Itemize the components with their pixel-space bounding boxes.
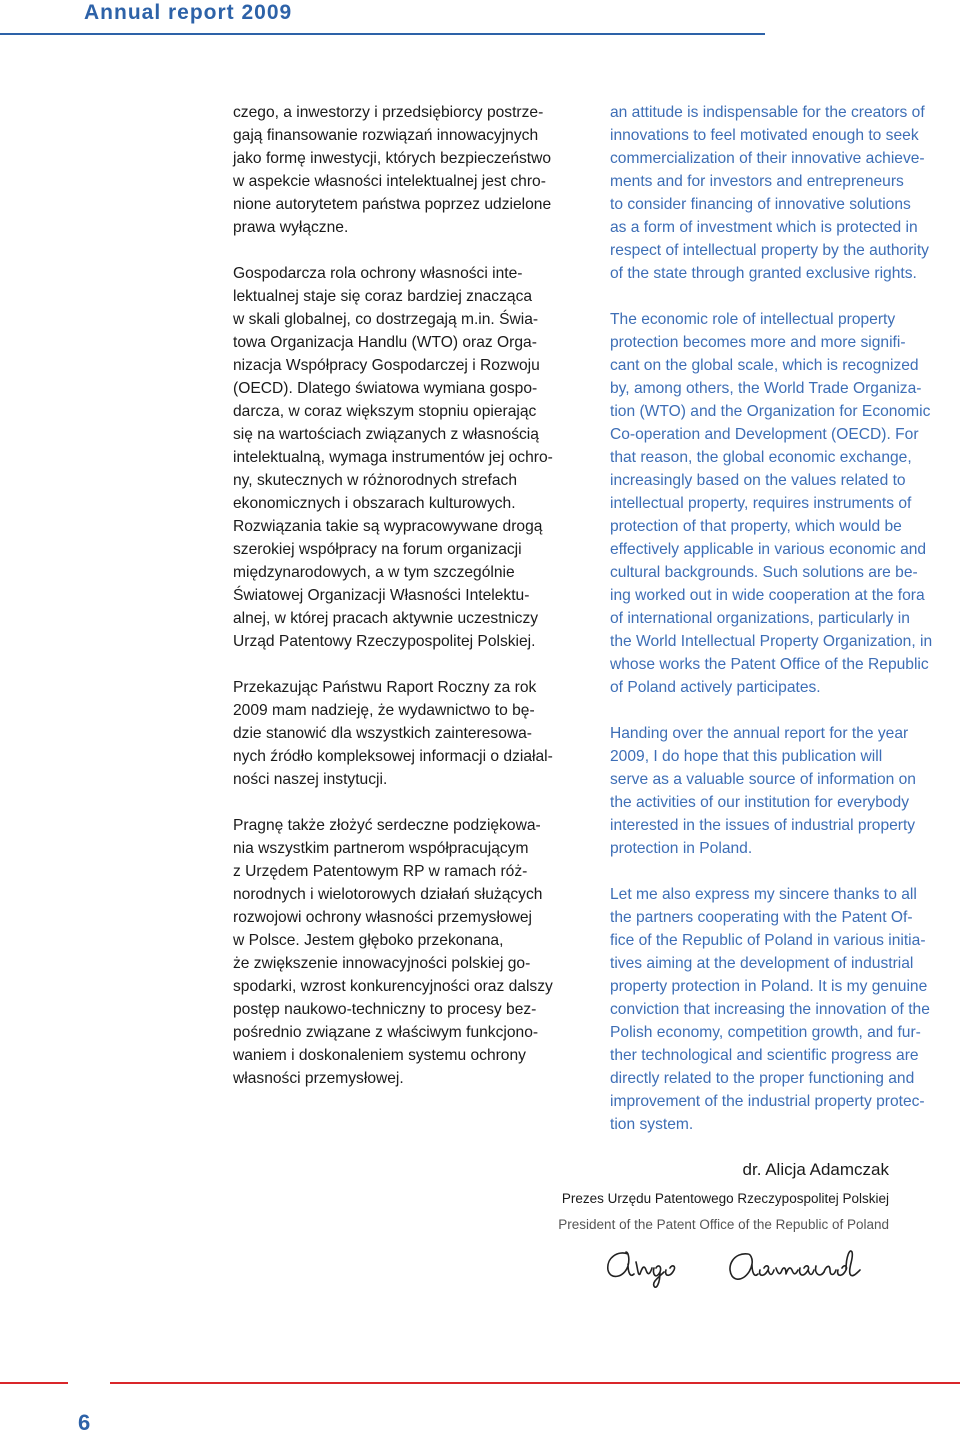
header-rule (0, 33, 765, 35)
english-paragraph-4: Let me also express my sincere thanks to all the partners cooperating with the Patent Of- fice of the Republic of Poland in various initia- tives aiming at the development of industrial property protection in Poland. It is my genuine conviction that increasing the innovation of the Polish economy, competition growth, and fur- ther technological and scientific progress are directly related to the proper functioning and improvement of the industrial property protec- tion system. (610, 886, 930, 1133)
page-number: 6 (78, 1410, 91, 1435)
english-paragraph-3: Handing over the annual report for the year 2009, I do hope that this publication will serve as a valuable source of information on the activities of our institution for everybody interested in the issues of industrial property protection in Poland. (610, 725, 916, 857)
english-paragraph-2: The economic role of intellectual property protection becomes more and more signifi- cant on the global scale, which is recognized by, among others, the World Trade Organiza- tion (WTO) and the Organization for Economic Co-operation and Development (OECD). For that reason, the global economic exchange, increasingly based on the values related to intellectual property, requires instruments of protection of that property, which would be effectively applicable in various economic and cultural backgrounds. Such solutions are be- ing worked out in wide cooperation at the fora of international organizations, particularly in the World Intellectual Property Organization, in whose works the Patent Office of the Republic of Poland actively participates. (610, 311, 933, 696)
english-paragraph-1: an attitude is indispensable for the creators of innovations to feel motivated enough to seek commercialization of their innovative achieve- ments and for investors and entrepreneurs to consider financing of innovative solutions as a form of investment which is protected in respect of intellectual property by the authority of the state through granted exclusive rights. (610, 104, 929, 282)
english-text-column (610, 101, 955, 1159)
polish-text-column (233, 101, 578, 1113)
report-title: Annual report 2009 (84, 1, 293, 24)
signatory-role-english: President of the Patent Office of the Republic of Poland (558, 1217, 889, 1232)
footer-rule-left (0, 1382, 68, 1384)
polish-paragraph-4: Pragnę także złożyć serdeczne podziękowa- nia wszystkim partnerom współpracującym z Urzędem Patentowym RP w ramach róż- norodnych i wielotorowych działań służących rozwojowi ochrony własności przemysłowej w Polsce. Jestem głęboko przekonana, że zwiększenie innowacyjności polskiej go- spodarki, wzrost konkurencyjności oraz dalszy postęp naukowo-techniczny to procesy bez- pośrednio związane z właściwym funkcjono- waniem i doskonaleniem systemu ochrony własności przemysłowej. (233, 817, 553, 1087)
page-header (0, 0, 960, 40)
signatory-role-polish: Prezes Urzędu Patentowego Rzeczypospolitej Polskiej (561, 1191, 889, 1206)
signatory-name: dr. Alicja Adamczak (742, 1160, 889, 1179)
handwritten-signature (598, 1240, 893, 1290)
polish-paragraph-3: Przekazując Państwu Raport Roczny za rok 2009 mam nadzieję, że wydawnictwo to bę- dzie stanowić dla wszystkich zainteresowa- nych źródło kompleksowej informacji o działal- ności naszej instytucji. (233, 679, 553, 788)
polish-paragraph-1: czego, a inwestorzy i przedsiębiorcy postrze- gają finansowanie rozwiązań innowacyjnych jako formę inwestycji, których bezpieczeństwo w aspekcie własności intelektualnej jest chro- nione autorytetem państwa poprzez udzielone prawa wyłączne. (233, 104, 552, 236)
footer-rule-right (110, 1382, 960, 1384)
signature-block (558, 1160, 889, 1232)
polish-paragraph-2: Gospodarcza rola ochrony własności inte- lektualnej staje się coraz bardziej znacząca w skali globalnej, co dostrzegają m.in. Świa- towa Organizacja Handlu (WTO) oraz Orga- nizacja Współpracy Gospodarczej i Rozwoju (OECD). Dlatego światowa wymiana gospo- darcza, w coraz większym stopniu opierając się na wartościach związanych z własnością intelektualną, wymaga instrumentów jej ochro- ny, skutecznych w różnorodnych strefach ekonomicznych i obszarach kulturowych. Rozwiązania takie są wypracowywane drogą szerokiej współpracy na forum organizacji międzynarodowych, a w tym szczególnie Światowej Organizacji Własności Intelektu- alnej, w której pracach aktywnie uczestniczy Urząd Patentowy Rzeczypospolitej Polskiej. (233, 265, 553, 650)
